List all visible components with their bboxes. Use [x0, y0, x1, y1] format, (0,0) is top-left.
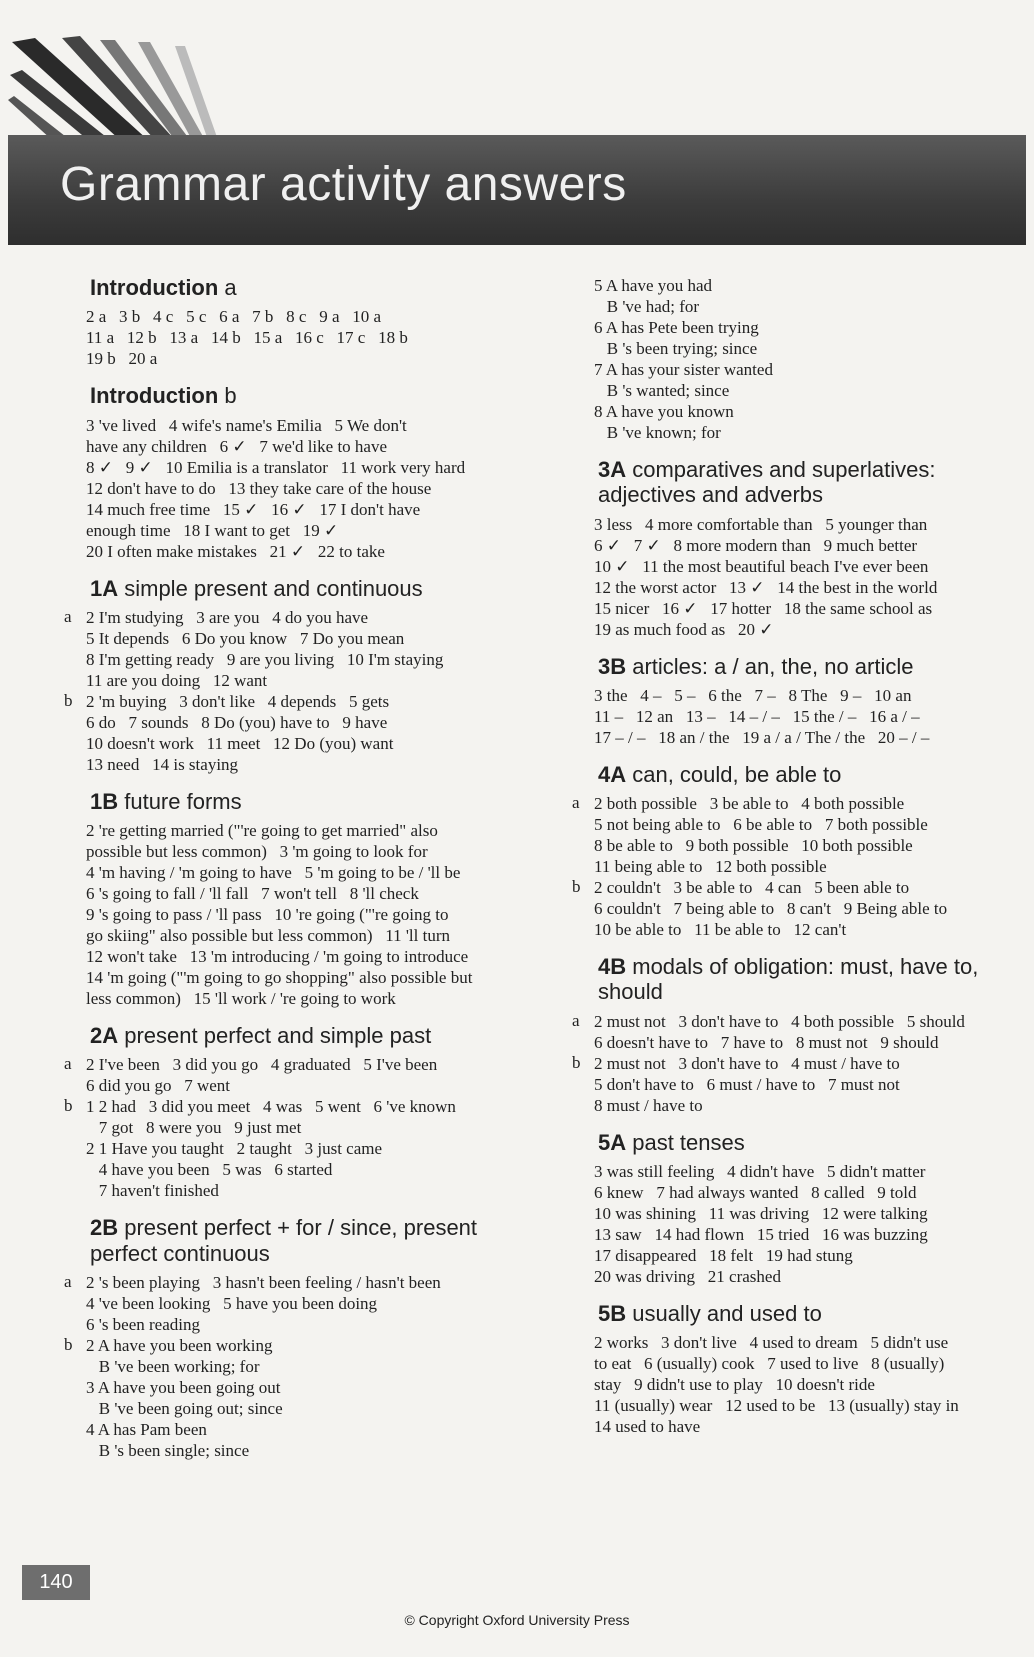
answer-line: 2 's been playing 3 hasn't been feeling / hasn't been [86, 1273, 441, 1293]
answer-line: 11 (usually) wear 12 used to be 13 (usually) stay in [594, 1396, 959, 1416]
answer-group [594, 685, 1028, 748]
answer-line: 14 used to have [594, 1417, 701, 1437]
section-title: comparatives and superlatives: adjectives and adverbs [598, 457, 936, 508]
answer-section [86, 275, 530, 369]
answer-line: 8 A have you known [594, 402, 734, 421]
section-heading [90, 275, 530, 300]
answer-line: 10 doesn't work 11 meet 12 Do (you) want [86, 733, 394, 753]
answer-line: 12 the worst actor 13 ✓ 14 the best in the world [594, 577, 938, 597]
section-number: 3A [598, 457, 627, 482]
answer-group [572, 1052, 1028, 1116]
section-heading [598, 457, 1028, 508]
sunburst-rays [0, 0, 1034, 150]
answer-line: 8 ✓ 9 ✓ 10 Emilia is a translator 11 work very hard [86, 457, 466, 477]
section-number: 1B [90, 788, 119, 814]
answer-section [594, 1129, 1028, 1287]
answer-line: 7 A has your sister wanted [594, 360, 773, 379]
answer-section [86, 383, 530, 561]
answer-group [86, 306, 530, 369]
section-heading [90, 383, 530, 408]
section-title: a [218, 275, 237, 300]
copyright-notice: © Copyright Oxford University Press [404, 1612, 630, 1628]
answer-line: 11 – 12 an 13 – 14 – / – 15 the / – 16 a / – [594, 706, 920, 726]
answer-section [594, 1301, 1028, 1437]
section-number: Introduction [90, 383, 219, 409]
group-label [572, 685, 594, 748]
answer-section [64, 1023, 530, 1201]
answer-line: 5 A have you had [594, 276, 713, 295]
group-label [64, 415, 86, 562]
answer-line: 6 did you go 7 went [86, 1076, 231, 1096]
answer-line: 1 2 had 3 did you meet 4 was 5 went 6 've known [86, 1097, 456, 1117]
answer-line: 2 couldn't 3 be able to 4 can 5 been able to [594, 878, 910, 898]
answer-line: 6 A has Pete been trying [594, 318, 759, 337]
answer-line: have any children 6 ✓ 7 we'd like to have [86, 436, 388, 456]
answer-line: possible but less common) 3 'm going to look for [86, 842, 428, 862]
section-heading [90, 1215, 530, 1266]
group-label: a [572, 1010, 580, 1030]
section-number: 5B [598, 1301, 627, 1327]
answer-group [64, 1272, 530, 1335]
answer-line: 6 's been reading [86, 1315, 200, 1335]
answer-line: 3 was still feeling 4 didn't have 5 didn't matter [594, 1162, 926, 1182]
section-heading [90, 576, 530, 601]
answer-line: 19 b 20 a [86, 349, 158, 369]
answer-line: B 've had; for [594, 297, 700, 316]
section-title: modals of obligation: must, have to, should [598, 954, 979, 1005]
answer-group [594, 1161, 1028, 1287]
section-title: future forms [118, 788, 242, 814]
section-heading [90, 1023, 530, 1048]
answer-line: 19 as much food as 20 ✓ [594, 619, 774, 639]
answer-line: 6 ✓ 7 ✓ 8 more modern than 9 much better [594, 535, 918, 555]
answer-line: 12 don't have to do 13 they take care of the house [86, 478, 432, 498]
answer-line: B 've known; for [594, 423, 721, 442]
answer-line: 4 'm having / 'm going to have 5 'm going to be / 'll be [86, 863, 461, 883]
answer-line: 8 must / have to [594, 1095, 703, 1115]
group-label: a [64, 1054, 72, 1074]
answer-group [64, 690, 530, 775]
group-label [64, 820, 86, 1009]
left-column [64, 275, 530, 1475]
group-label: a [64, 1272, 72, 1292]
answer-line: stay 9 didn't use to play 10 doesn't ride [594, 1375, 875, 1395]
answer-line: 14 'm going ("'m going to go shopping" also possible but [86, 968, 473, 988]
answer-line: 2 I've been 3 did you go 4 graduated 5 I've been [86, 1055, 438, 1075]
answer-line: B 's wanted; since [594, 381, 730, 400]
section-title: usually and used to [626, 1301, 822, 1327]
answer-line: 4 A has Pam been [86, 1420, 207, 1440]
answer-section [572, 761, 1028, 940]
answer-section [594, 275, 1028, 443]
answer-line: to eat 6 (usually) cook 7 used to live 8 (usually) [594, 1354, 945, 1374]
answer-line: 6 's going to fall / 'll fall 7 won't tell 8 'll check [86, 884, 419, 904]
section-title: b [218, 383, 237, 409]
answer-section [64, 1215, 530, 1461]
section-number: 5A [598, 1129, 627, 1155]
answer-line: B 's been single; since [86, 1441, 250, 1461]
answer-line: 15 nicer 16 ✓ 17 hotter 18 the same school as [594, 598, 933, 618]
answer-group [64, 1335, 530, 1461]
answer-line: 11 are you doing 12 want [86, 670, 268, 690]
section-heading [598, 1130, 1028, 1155]
answer-line: 10 was shining 11 was driving 12 were talking [594, 1204, 928, 1224]
answer-line: 13 saw 14 had flown 15 tried 16 was buzzing [594, 1225, 928, 1245]
section-number: 3B [598, 653, 627, 679]
answer-group [572, 877, 1028, 940]
answer-line: 2 I'm studying 3 are you 4 do you have [86, 607, 369, 627]
answer-group [64, 1054, 530, 1096]
group-label: b [64, 1096, 73, 1116]
answer-line: 2 must not 3 don't have to 4 must / have to [594, 1053, 900, 1073]
group-label: b [572, 877, 581, 897]
section-number: 2A [90, 1023, 119, 1049]
answer-line: 2 1 Have you taught 2 taught 3 just came [86, 1139, 383, 1159]
answer-line: 13 need 14 is staying [86, 754, 239, 774]
section-title: can, could, be able to [626, 761, 842, 787]
answer-line: 20 was driving 21 crashed [594, 1267, 781, 1287]
answer-section [594, 457, 1028, 640]
answer-section [86, 788, 530, 1009]
answer-section [594, 653, 1028, 748]
group-label: b [64, 1335, 73, 1355]
section-heading [598, 954, 1028, 1005]
section-title: simple present and continuous [118, 575, 423, 601]
answer-line: B 've been going out; since [86, 1399, 283, 1419]
section-title: articles: a / an, the, no article [626, 653, 914, 679]
answer-line: 8 be able to 9 both possible 10 both possible [594, 836, 913, 856]
group-label [572, 514, 594, 640]
answer-group [64, 606, 530, 691]
right-column [572, 275, 1028, 1451]
page-title: Grammar activity answers [60, 158, 627, 211]
answer-line: B 's been trying; since [594, 339, 758, 358]
answer-line: 2 'm buying 3 don't like 4 depends 5 gets [86, 691, 390, 711]
answer-line: 5 It depends 6 Do you know 7 Do you mean [86, 628, 405, 648]
answer-line: 11 being able to 12 both possible [594, 857, 827, 877]
answer-group [86, 820, 530, 1009]
answer-line: 6 knew 7 had always wanted 8 called 9 told [594, 1183, 917, 1203]
section-number: Introduction [90, 275, 219, 300]
answer-section [64, 575, 530, 775]
answer-line: 2 works 3 don't live 4 used to dream 5 didn't use [594, 1333, 949, 1353]
answer-line: 10 be able to 11 be able to 12 can't [594, 920, 847, 940]
answer-line: enough time 18 I want to get 19 ✓ [86, 520, 339, 540]
group-label [572, 275, 594, 443]
section-title: present perfect + for / since, present perfect continuous [90, 1215, 478, 1266]
group-label [64, 306, 86, 369]
page-number: 140 [22, 1565, 90, 1600]
section-heading [90, 789, 530, 814]
section-heading [598, 762, 1028, 787]
answer-group [594, 514, 1028, 640]
answer-group [64, 1096, 530, 1201]
answer-line: 12 won't take 13 'm introducing / 'm going to introduce [86, 947, 469, 967]
answer-line: 17 disappeared 18 felt 19 had stung [594, 1246, 853, 1266]
group-label: a [572, 793, 580, 813]
answer-section [572, 954, 1028, 1116]
group-label: b [64, 690, 73, 710]
answer-group [594, 275, 1028, 443]
answer-line: 11 a 12 b 13 a 14 b 15 a 16 c 17 c 18 b [86, 328, 408, 348]
answer-line: 6 do 7 sounds 8 Do (you) have to 9 have [86, 712, 388, 732]
answer-line: 3 've lived 4 wife's name's Emilia 5 We don't [86, 415, 407, 435]
section-number: 2B [90, 1215, 119, 1241]
section-number: 4B [598, 954, 627, 980]
answer-line: 5 don't have to 6 must / have to 7 must not [594, 1074, 900, 1094]
answer-line: 2 both possible 3 be able to 4 both possible [594, 794, 905, 814]
answer-line: 10 ✓ 11 the most beautiful beach I've ever been [594, 556, 929, 576]
section-title: past tenses [626, 1129, 745, 1155]
answer-line: 6 doesn't have to 7 have to 8 must not 9 should [594, 1032, 939, 1052]
group-label: a [64, 606, 72, 626]
title-banner [8, 135, 1026, 245]
answer-line: B 've been working; for [86, 1357, 260, 1377]
answer-line: 8 I'm getting ready 9 are you living 10 I'm staying [86, 649, 444, 669]
answer-line: 7 got 8 were you 9 just met [86, 1118, 302, 1138]
answer-line: 4 've been looking 5 have you been doing [86, 1294, 378, 1314]
answer-line: 2 a 3 b 4 c 5 c 6 a 7 b 8 c 9 a 10 a [86, 307, 382, 327]
section-number: 1A [90, 575, 119, 601]
answer-line: 2 A have you been working [86, 1336, 273, 1356]
answer-line: 2 must not 3 don't have to 4 both possible 5 should [594, 1011, 965, 1031]
section-heading [598, 1301, 1028, 1326]
section-heading [598, 654, 1028, 679]
answer-line: go skiing" also possible but less common) 11 'll turn [86, 926, 450, 946]
answer-line: 6 couldn't 7 being able to 8 can't 9 Being able to [594, 899, 948, 919]
answer-line: 14 much free time 15 ✓ 16 ✓ 17 I don't have [86, 499, 421, 519]
answer-line: 17 – / – 18 an / the 19 a / a / The / the 20 – / – [594, 727, 930, 747]
answer-line: 2 're getting married ("'re going to get married" also [86, 821, 438, 841]
group-label [572, 1161, 594, 1287]
answer-line: 5 not being able to 6 be able to 7 both possible [594, 815, 928, 835]
answer-group [572, 793, 1028, 877]
answer-line: 4 have you been 5 was 6 started [86, 1160, 333, 1180]
answer-line: less common) 15 'll work / 're going to work [86, 989, 396, 1009]
answer-line: 7 haven't finished [86, 1181, 219, 1201]
group-label: b [572, 1052, 581, 1072]
section-number: 4A [598, 761, 627, 787]
answer-line: 9 's going to pass / 'll pass 10 're going ("'re going to [86, 905, 449, 925]
answer-group [594, 1332, 1028, 1437]
answer-group [86, 415, 530, 562]
answer-line: 3 less 4 more comfortable than 5 younger than [594, 514, 928, 534]
answer-line: 3 A have you been going out [86, 1378, 281, 1398]
group-label [572, 1332, 594, 1437]
answer-line: 20 I often make mistakes 21 ✓ 22 to take [86, 541, 385, 561]
section-title: present perfect and simple past [118, 1023, 432, 1049]
answer-line: 3 the 4 – 5 – 6 the 7 – 8 The 9 – 10 an [594, 685, 912, 705]
answer-group [572, 1010, 1028, 1053]
